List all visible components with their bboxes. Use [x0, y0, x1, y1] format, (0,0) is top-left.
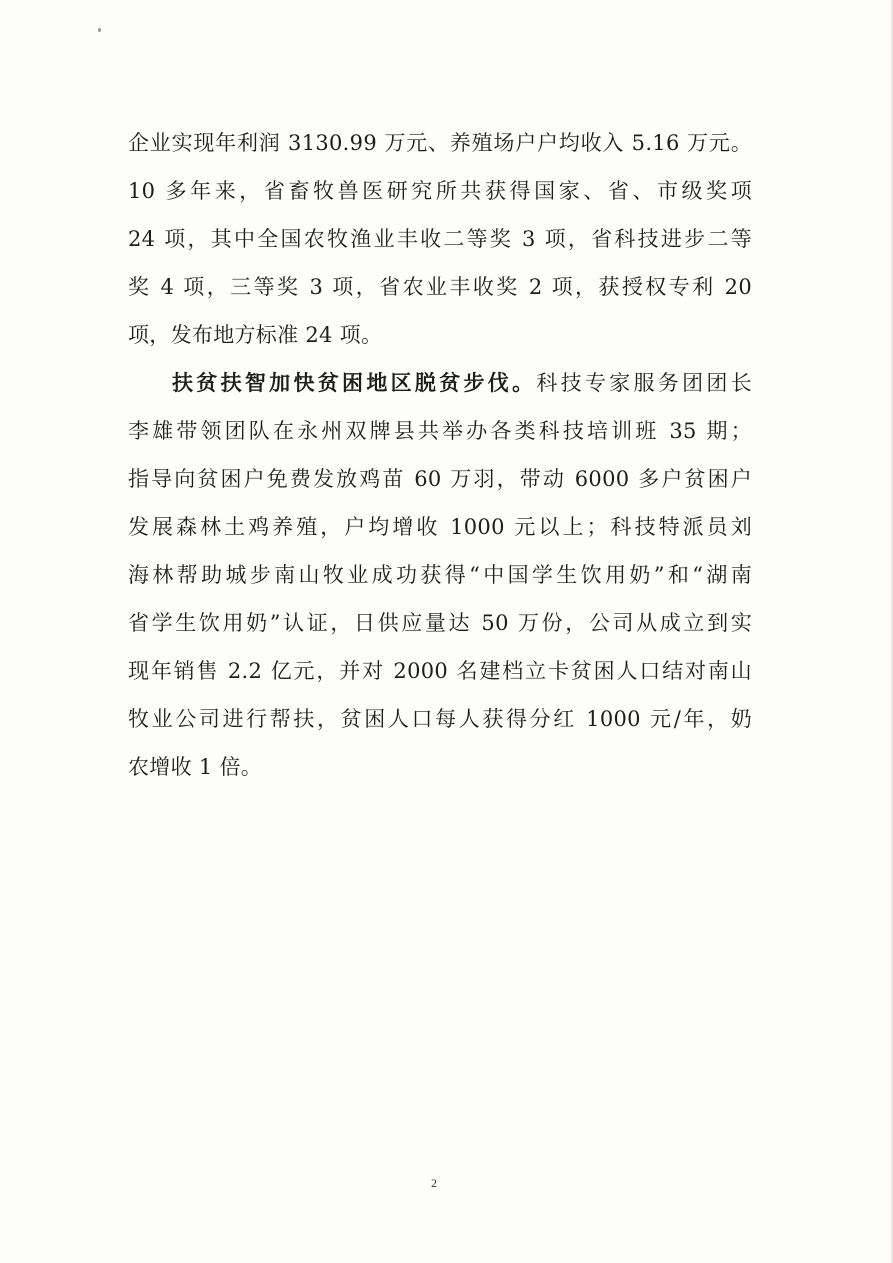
paragraph-line: 企业实现年利润 3130.99 万元、养殖场户户均收入 5.16 万元。: [128, 131, 752, 155]
paragraph-line-rest: 科技专家服务团团长: [536, 371, 753, 395]
paragraph-line: 农增收 1 倍。: [128, 755, 263, 779]
paragraph-line: 海林帮助城步南山牧业成功获得“中国学生饮用奶”和“湖南: [128, 563, 752, 587]
paragraph-line: 奖 4 项，三等奖 3 项，省农业丰收奖 2 项，获授权专利 20: [128, 275, 752, 299]
paragraph-heading: 扶贫扶智加快贫困地区脱贫步伐。: [172, 370, 537, 395]
paragraph-line: 牧业公司进行帮扶，贫困人口每人获得分红 1000 元/年，奶: [128, 707, 752, 731]
paragraph-line: 24 项，其中全国农牧渔业丰收二等奖 3 项，省科技进步二等: [128, 227, 752, 251]
paragraph-line: 10 多年来，省畜牧兽医研究所共获得国家、省、市级奖项: [128, 179, 752, 203]
paragraph-line: 发展森林土鸡养殖，户均增收 1000 元以上；科技特派员刘: [128, 515, 752, 539]
paragraph-line: 项，发布地方标准 24 项。: [128, 323, 383, 347]
paragraph-line: 现年销售 2.2 亿元，并对 2000 名建档立卡贫困人口结对南山: [128, 659, 752, 683]
paragraph-line: 指导向贫困户免费发放鸡苗 60 万羽，带动 6000 多户贫困户: [128, 467, 752, 491]
paragraph-line: 省学生饮用奶”认证，日供应量达 50 万份，公司从成立到实: [128, 611, 752, 635]
page-number: 2: [431, 1176, 437, 1190]
paragraph-first-line: [172, 366, 752, 400]
scan-speck: [98, 28, 101, 32]
paragraph-line: 李雄带领团队在永州双牌县共举办各类科技培训班 35 期；: [128, 419, 752, 443]
